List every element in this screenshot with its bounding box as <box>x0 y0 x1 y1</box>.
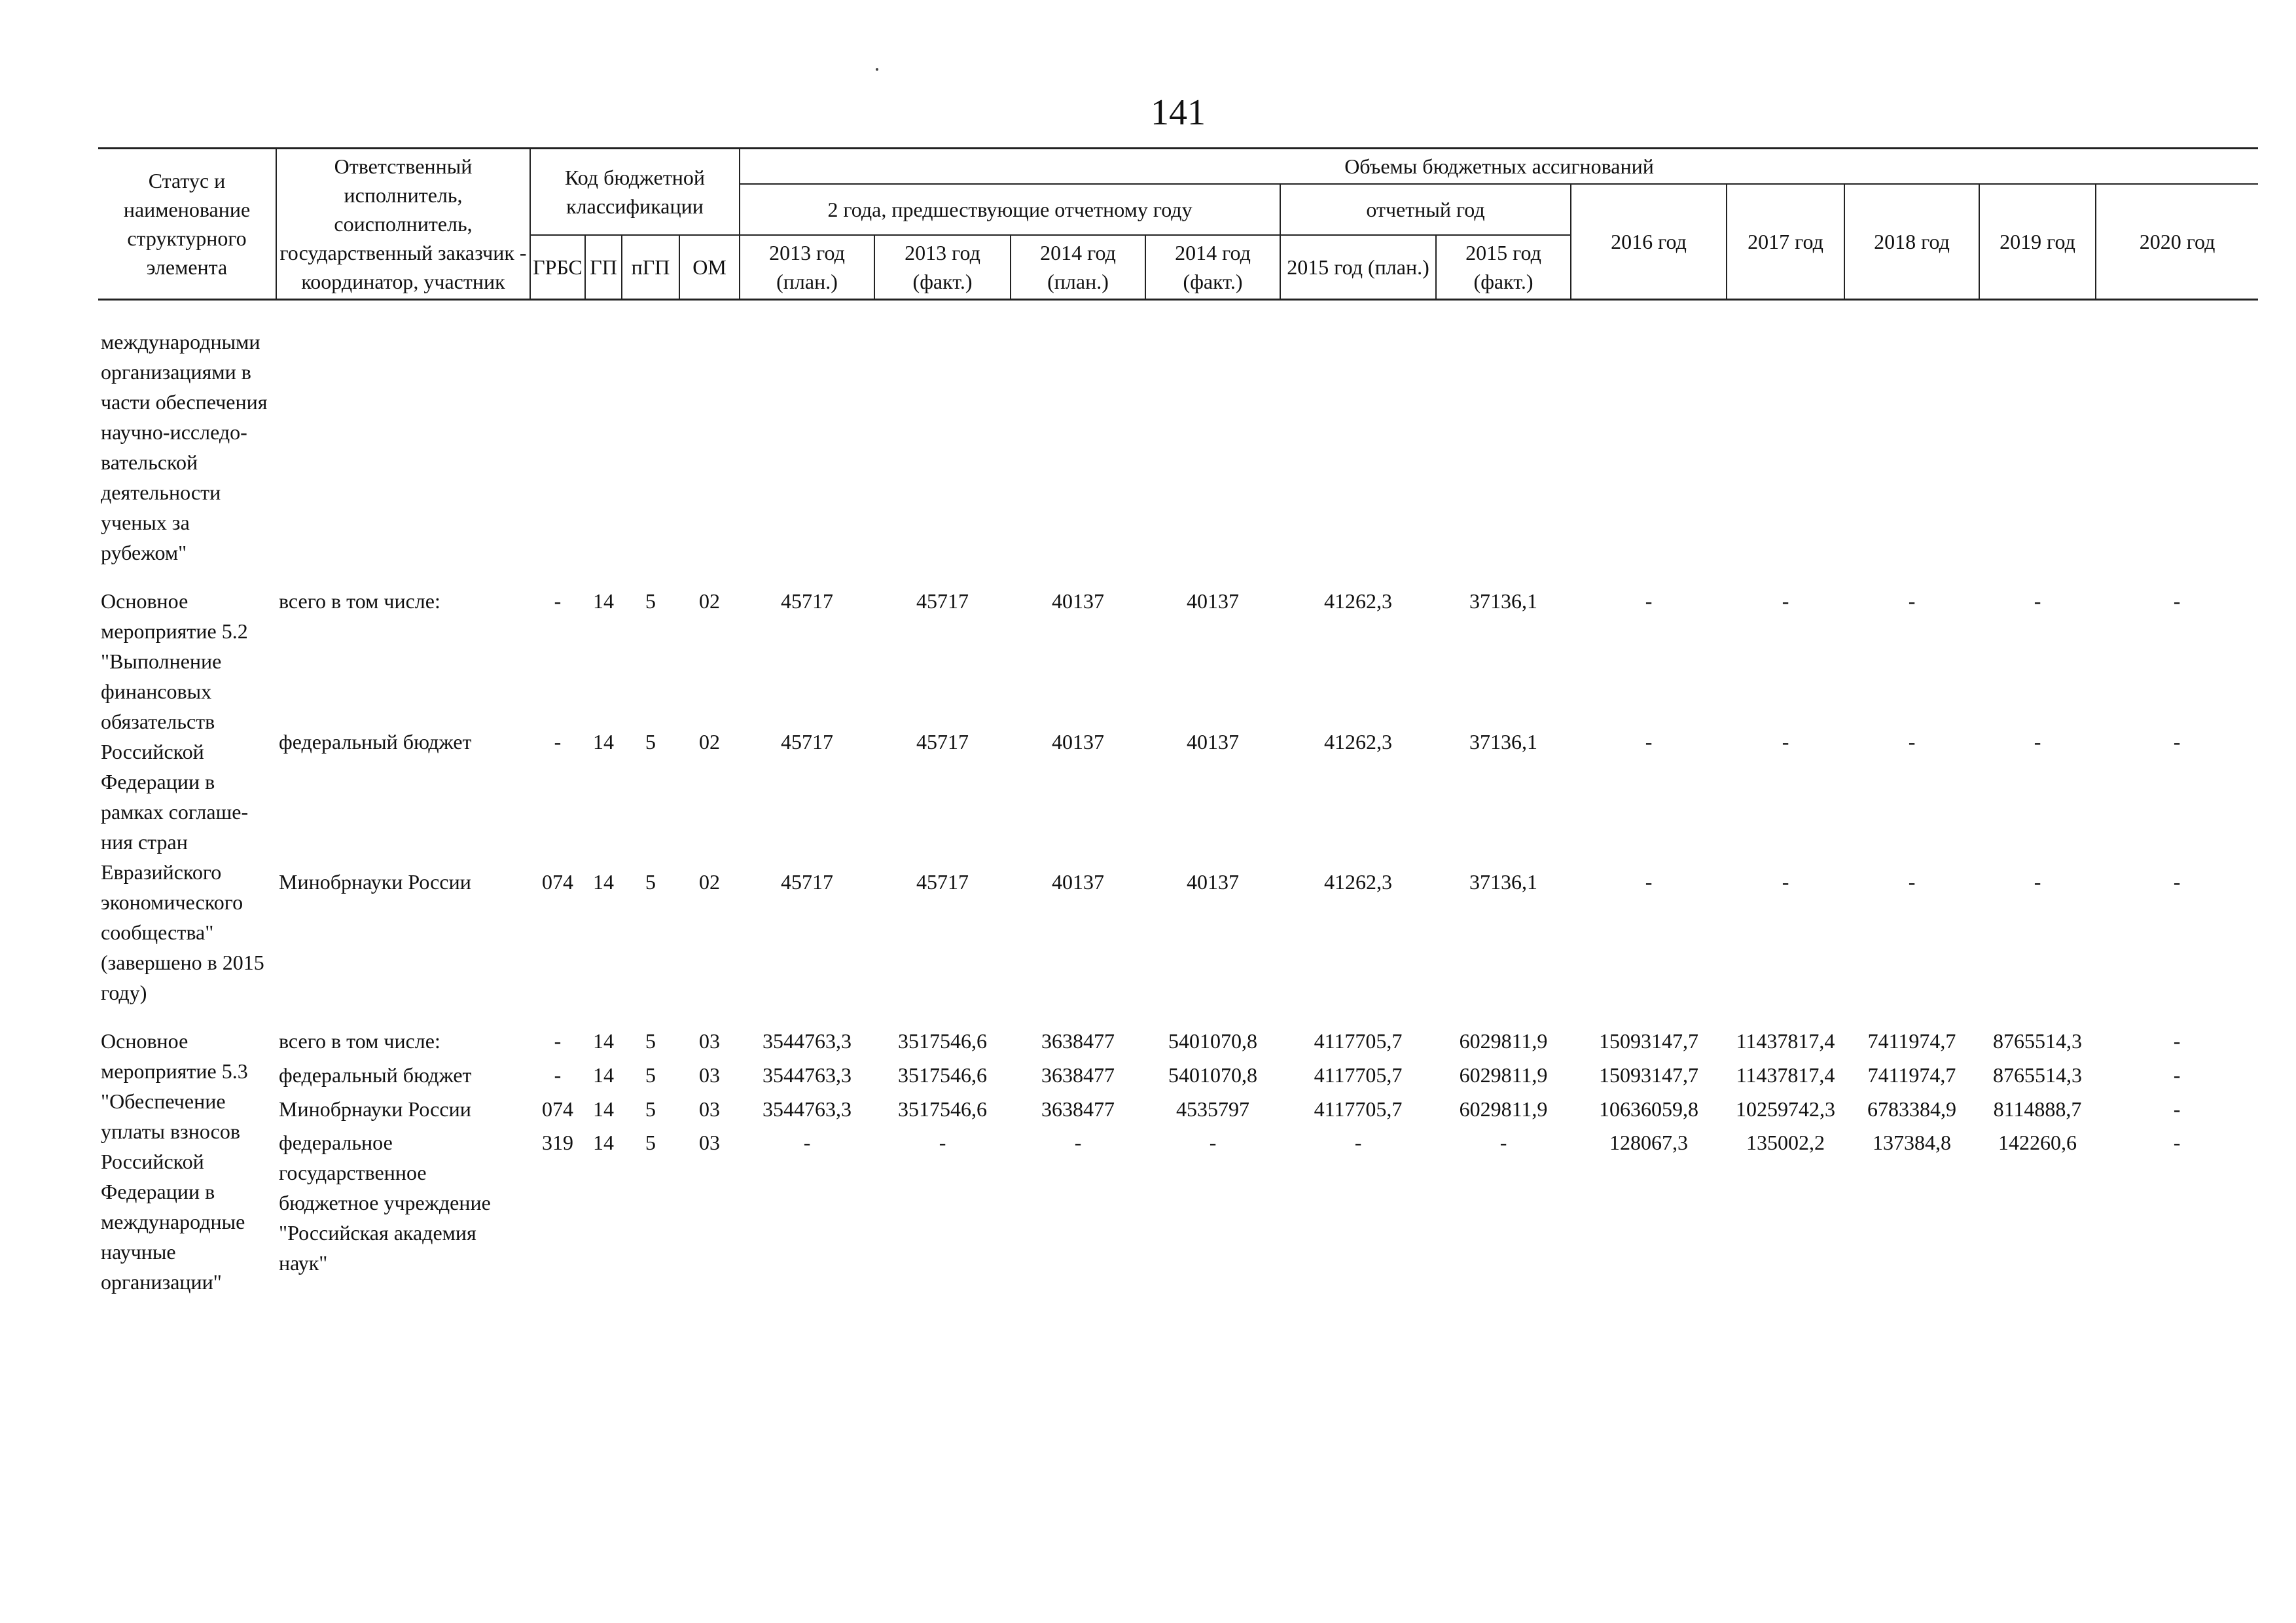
value-cell: - <box>1908 589 1916 613</box>
value-cell: 37136,1 <box>1469 870 1538 894</box>
om-cell: 02 <box>699 729 720 754</box>
header-2013-fact: 2013 год (факт.) <box>874 235 1011 300</box>
table-header <box>98 149 2258 300</box>
om-cell: 03 <box>699 1131 720 1155</box>
value-cell: 45717 <box>781 870 834 894</box>
gp-cell: 14 <box>593 1097 614 1121</box>
value-cell: 4117705,7 <box>1314 1029 1403 1053</box>
header-2014-plan: 2014 год (план.) <box>1011 235 1145 300</box>
gp-cell: 14 <box>593 729 614 754</box>
executor-cell: федеральный бюджет <box>279 729 472 754</box>
value-cell: - <box>2034 589 2041 613</box>
value-cell: - <box>1645 589 1653 613</box>
om-cell: 03 <box>699 1029 720 1053</box>
value-cell: 137384,8 <box>1873 1131 1952 1155</box>
value-cell: - <box>1908 870 1916 894</box>
budget-table <box>98 147 2258 1297</box>
header-report-year: отчетный год <box>1280 184 1571 235</box>
om-cell: 03 <box>699 1063 720 1087</box>
value-cell: 45717 <box>916 729 969 754</box>
header-executor: Ответственный исполнитель, соисполнитель, государственный заказчик - координатор, участник <box>276 149 530 300</box>
value-cell: - <box>1645 729 1653 754</box>
grbs-cell: 074 <box>542 1097 573 1121</box>
value-cell: 6029811,9 <box>1459 1063 1548 1087</box>
value-cell: - <box>2173 729 2181 754</box>
value-cell: - <box>2173 870 2181 894</box>
value-cell: 3517546,6 <box>898 1029 988 1053</box>
value-cell: 3638477 <box>1041 1097 1115 1121</box>
executor-cell: федеральное государственное бюджетное учреждение "Российская академия наук" <box>279 1131 491 1275</box>
executor-cell: Минобрнауки России <box>279 870 471 894</box>
grbs-cell: - <box>554 1063 562 1087</box>
value-cell: - <box>803 1131 811 1155</box>
value-cell: 5401070,8 <box>1168 1029 1258 1053</box>
header-gp: ГП <box>585 235 622 300</box>
value-cell: 37136,1 <box>1469 589 1538 613</box>
om-cell: 03 <box>699 1097 720 1121</box>
grbs-cell: 319 <box>542 1131 573 1155</box>
executor-cell: Минобрнауки России <box>279 1097 471 1121</box>
value-cell: - <box>1782 729 1789 754</box>
value-cell: 40137 <box>1187 729 1240 754</box>
value-cell: 41262,3 <box>1324 729 1393 754</box>
header-year-2017: 2017 год <box>1727 184 1844 300</box>
status-cell: Основное мероприятие 5.3 "Обеспечение уплаты взносов Российской Федерации в международные научные организации" <box>101 1029 248 1294</box>
value-cell: - <box>1782 589 1789 613</box>
scan-dot <box>876 68 878 71</box>
value-cell: 3517546,6 <box>898 1063 988 1087</box>
header-volumes: Объемы бюджетных ассигнований <box>740 149 2258 185</box>
value-cell: 15093147,7 <box>1599 1029 1699 1053</box>
value-cell: 135002,2 <box>1746 1131 1825 1155</box>
header-year-2016: 2016 год <box>1571 184 1727 300</box>
grbs-cell: - <box>554 589 562 613</box>
value-cell: 3638477 <box>1041 1029 1115 1053</box>
value-cell: - <box>2034 870 2041 894</box>
value-cell: - <box>2173 589 2181 613</box>
value-cell: 40137 <box>1187 589 1240 613</box>
value-cell: 128067,3 <box>1609 1131 1689 1155</box>
grbs-cell: - <box>554 729 562 754</box>
status-cell: Основное мероприятие 5.2 "Выполнение финансовых обязательств Российской Федерации в рамках соглаше-ния стран Евразийского экономического сообщества" (завершено в 2015 году) <box>101 589 264 1004</box>
pgp-cell: 5 <box>645 870 656 894</box>
pgp-cell: 5 <box>645 1097 656 1121</box>
value-cell: 15093147,7 <box>1599 1063 1699 1087</box>
value-cell: 7411974,7 <box>1867 1029 1956 1053</box>
pgp-cell: 5 <box>645 1131 656 1155</box>
header-budget-code: Код бюджетной классификации <box>530 149 740 236</box>
pgp-cell: 5 <box>645 589 656 613</box>
value-cell: 10636059,8 <box>1599 1097 1699 1121</box>
gp-cell: 14 <box>593 1029 614 1053</box>
value-cell: 40137 <box>1052 729 1105 754</box>
header-pgp: пГП <box>622 235 679 300</box>
gp-cell: 14 <box>593 1131 614 1155</box>
page-number: 141 <box>1151 92 1206 133</box>
pgp-cell: 5 <box>645 1029 656 1053</box>
value-cell: 3544763,3 <box>762 1029 852 1053</box>
executor-cell: федеральный бюджет <box>279 1063 472 1087</box>
value-cell: 4535797 <box>1176 1097 1250 1121</box>
value-cell: - <box>2173 1029 2181 1053</box>
value-cell: 3544763,3 <box>762 1097 852 1121</box>
value-cell: - <box>2173 1097 2181 1121</box>
header-prev-years: 2 года, предшествующие отчетному году <box>740 184 1280 235</box>
header-om: ОМ <box>679 235 740 300</box>
value-cell: 40137 <box>1052 870 1105 894</box>
value-cell: 3638477 <box>1041 1063 1115 1087</box>
value-cell: - <box>1908 729 1916 754</box>
header-2013-plan: 2013 год (план.) <box>740 235 874 300</box>
value-cell: - <box>1354 1131 1362 1155</box>
table-row <box>98 1094 2258 1128</box>
gp-cell: 14 <box>593 870 614 894</box>
value-cell: 10259742,3 <box>1736 1097 1836 1121</box>
executor-cell: всего в том числе: <box>279 1029 440 1053</box>
pgp-cell: 5 <box>645 1063 656 1087</box>
header-2015-plan: 2015 год (план.) <box>1280 235 1436 300</box>
table-row <box>98 727 2258 867</box>
value-cell: 3517546,6 <box>898 1097 988 1121</box>
value-cell: - <box>939 1131 946 1155</box>
value-cell: 37136,1 <box>1469 729 1538 754</box>
value-cell: 3544763,3 <box>762 1063 852 1087</box>
value-cell: 6029811,9 <box>1459 1029 1548 1053</box>
header-grbs: ГРБС <box>530 235 585 300</box>
header-year-2019: 2019 год <box>1979 184 2096 300</box>
value-cell: 45717 <box>916 870 969 894</box>
value-cell: - <box>2034 729 2041 754</box>
grbs-cell: 074 <box>542 870 573 894</box>
table-body <box>98 300 2258 1298</box>
table-row <box>98 1026 2258 1060</box>
gp-cell: 14 <box>593 1063 614 1087</box>
value-cell: 6029811,9 <box>1459 1097 1548 1121</box>
value-cell: 41262,3 <box>1324 870 1393 894</box>
value-cell: 11437817,4 <box>1736 1063 1835 1087</box>
value-cell: - <box>1645 870 1653 894</box>
om-cell: 02 <box>699 870 720 894</box>
table-row <box>98 586 2258 727</box>
value-cell: 5401070,8 <box>1168 1063 1258 1087</box>
continued-status: международными организациями в части обеспечения научно-исследо-вательской деятельности ученых за рубежом" <box>101 330 268 564</box>
value-cell: 4117705,7 <box>1314 1063 1403 1087</box>
value-cell: 11437817,4 <box>1736 1029 1835 1053</box>
value-cell: 142260,6 <box>1998 1131 2077 1155</box>
continued-row <box>98 327 2258 568</box>
header-status: Статус и наименование структурного элемента <box>98 149 276 300</box>
value-cell: - <box>2173 1131 2181 1155</box>
value-cell: 45717 <box>781 589 834 613</box>
value-cell: - <box>1782 870 1789 894</box>
value-cell: 40137 <box>1187 870 1240 894</box>
table-row <box>98 867 2258 1008</box>
grbs-cell: - <box>554 1029 562 1053</box>
table-row <box>98 1127 2258 1297</box>
pgp-cell: 5 <box>645 729 656 754</box>
value-cell: 8765514,3 <box>1993 1063 2083 1087</box>
value-cell: 41262,3 <box>1324 589 1393 613</box>
value-cell: - <box>1074 1131 1082 1155</box>
gp-cell: 14 <box>593 589 614 613</box>
value-cell: 4117705,7 <box>1314 1097 1403 1121</box>
value-cell: 40137 <box>1052 589 1105 613</box>
header-year-2020: 2020 год <box>2096 184 2258 300</box>
table-row <box>98 1060 2258 1094</box>
value-cell: 8765514,3 <box>1993 1029 2083 1053</box>
value-cell: 45717 <box>916 589 969 613</box>
header-2015-fact: 2015 год (факт.) <box>1436 235 1571 300</box>
value-cell: 8114888,7 <box>1993 1097 2082 1121</box>
value-cell: - <box>1209 1131 1217 1155</box>
om-cell: 02 <box>699 589 720 613</box>
value-cell: 7411974,7 <box>1867 1063 1956 1087</box>
value-cell: 6783384,9 <box>1867 1097 1957 1121</box>
value-cell: 45717 <box>781 729 834 754</box>
header-year-2018: 2018 год <box>1844 184 1979 300</box>
header-2014-fact: 2014 год (факт.) <box>1145 235 1280 300</box>
executor-cell: всего в том числе: <box>279 589 440 613</box>
value-cell: - <box>1499 1131 1507 1155</box>
value-cell: - <box>2173 1063 2181 1087</box>
